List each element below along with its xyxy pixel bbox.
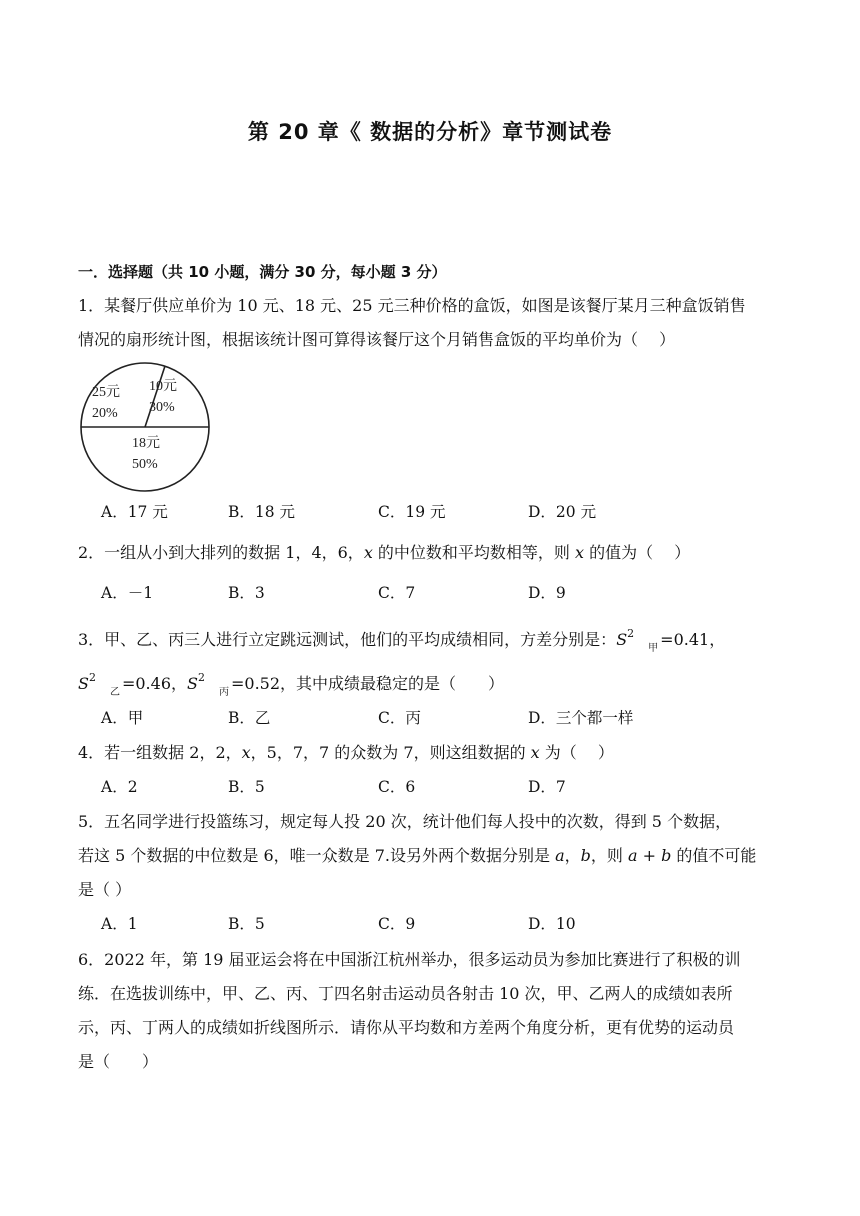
pie-slice-10-percent: 30%: [149, 400, 175, 415]
q5-option-a: A．1: [101, 915, 138, 933]
q3-line1: [78, 624, 725, 653]
pie-chart: [78, 360, 212, 494]
q5-text-c: 的值不可能: [671, 846, 757, 865]
pie-divider-slant: [145, 366, 165, 427]
q2-var-x2: x: [575, 543, 585, 562]
q6-line4: 是（ ）: [78, 1052, 159, 1071]
q1-option-d: D．20 元: [528, 503, 597, 521]
q3-s-symbol-3: S: [187, 674, 198, 693]
q1-line1: 1．某餐厅供应单价为 10 元、18 元、25 元三种价格的盒饭，如图是该餐厅某月三种盒饭销售: [78, 296, 746, 315]
q1-option-b: B．18 元: [228, 503, 296, 521]
q3-text: 3．甲、乙、丙三人进行立定跳远测试，他们的平均成绩相同，方差分别是：: [78, 630, 617, 649]
q2-var-x: x: [363, 543, 373, 562]
q4-stem: [78, 743, 614, 763]
q3-line2: [78, 668, 504, 697]
q4-option-d: D．7: [528, 778, 566, 796]
q3-option-b: B．乙: [228, 709, 271, 727]
q3-option-d: D．三个都一样: [528, 709, 634, 727]
q5-var-a: a: [555, 846, 565, 865]
pie-slice-18-label: 18元: [132, 436, 160, 451]
q5-text-b: ，则: [590, 846, 628, 865]
q5-comma: ，: [564, 846, 581, 865]
pie-slice-10-label: 10元: [149, 379, 177, 394]
q4-option-a: A．2: [101, 778, 138, 796]
q3-option-a: A．甲: [101, 709, 144, 727]
q4-text-b: ，5，7，7 的众数为 7，则这组数据的: [250, 743, 531, 762]
q6-line3: 示，丙、丁两人的成绩如折线图所示．请你从平均数和方差两个角度分析，更有优势的运动员: [78, 1018, 735, 1037]
q2-option-b: B．3: [228, 584, 265, 602]
pie-slice-25-label: 25元: [92, 385, 120, 400]
q5-text-a: 若这 5 个数据的中位数是 6，唯一众数是 7.设另外两个数据分别是: [78, 846, 556, 865]
q3-value-yi: =0.46，: [121, 674, 188, 693]
q5-option-d: D．10: [528, 915, 576, 933]
q3-value-jia: =0.41，: [660, 630, 726, 649]
q1-line2: 情况的扇形统计图，根据该统计图可算得该餐厅这个月销售盒饭的平均单价为（ ）: [78, 330, 676, 349]
q1-option-c: C．19 元: [378, 503, 446, 521]
q3-superscript-2: 2: [88, 671, 96, 684]
q6-line1: 6．2022 年，第 19 届亚运会将在中国浙江杭州举办，很多运动员为参加比赛进行了积极的训: [78, 950, 741, 969]
q2-option-a: A．－1: [101, 584, 154, 602]
q2-text-b: 的中位数和平均数相等，则: [372, 543, 576, 562]
q3-value-bing: =0.52，其中成绩最稳定的是（ ）: [230, 674, 505, 693]
q5-option-b: B．5: [228, 915, 265, 933]
q3-sub-bing: 丙: [218, 687, 229, 698]
q4-option-b: B．5: [228, 778, 265, 796]
q5-option-c: C．9: [378, 915, 416, 933]
q3-sub-yi: 乙: [109, 687, 120, 698]
q2-text-c: 的值为（ ）: [584, 543, 691, 562]
q2-option-d: D．9: [528, 584, 566, 602]
q3-superscript: 2: [627, 627, 635, 640]
q3-superscript-3: 2: [197, 671, 205, 684]
q3-s-symbol: S: [616, 630, 628, 649]
q3-s-symbol-2: S: [78, 674, 89, 693]
q4-option-c: C．6: [378, 778, 416, 796]
q4-text-a: 4．若一组数据 2，2，: [78, 743, 242, 762]
q2-option-c: C．7: [378, 584, 416, 602]
section-heading: 一．选择题（共 10 小题，满分 30 分，每小题 3 分）: [78, 263, 447, 281]
pie-slice-25-percent: 20%: [92, 406, 118, 421]
q4-var-x2: x: [530, 743, 540, 762]
q1-option-a: A．17 元: [101, 503, 168, 521]
q5-expression: a + b: [627, 846, 672, 865]
q2-stem: [78, 543, 690, 563]
q5-line2: [78, 846, 756, 866]
page-title: 第 20 章《 数据的分析》章节测试卷: [247, 120, 613, 144]
q4-var-x: x: [241, 743, 251, 762]
pie-slice-18-percent: 50%: [132, 457, 158, 472]
q3-sub-jia: 甲: [648, 643, 659, 654]
q6-line2: 练．在选拔训练中，甲、乙、丙、丁四名射击运动员各射击 10 次，甲、乙两人的成绩如表所: [78, 984, 733, 1003]
q2-text-a: 2．一组从小到大排列的数据 1，4，6，: [78, 543, 364, 562]
q5-var-b: b: [580, 846, 591, 865]
q5-line1: 5．五名同学进行投篮练习，规定每人投 20 次，统计他们每人投中的次数，得到 5 个数据，: [78, 812, 732, 831]
q4-text-c: 为（ ）: [539, 743, 614, 762]
q3-option-c: C．丙: [378, 709, 421, 727]
q5-line3: 是（ ）: [78, 880, 132, 899]
